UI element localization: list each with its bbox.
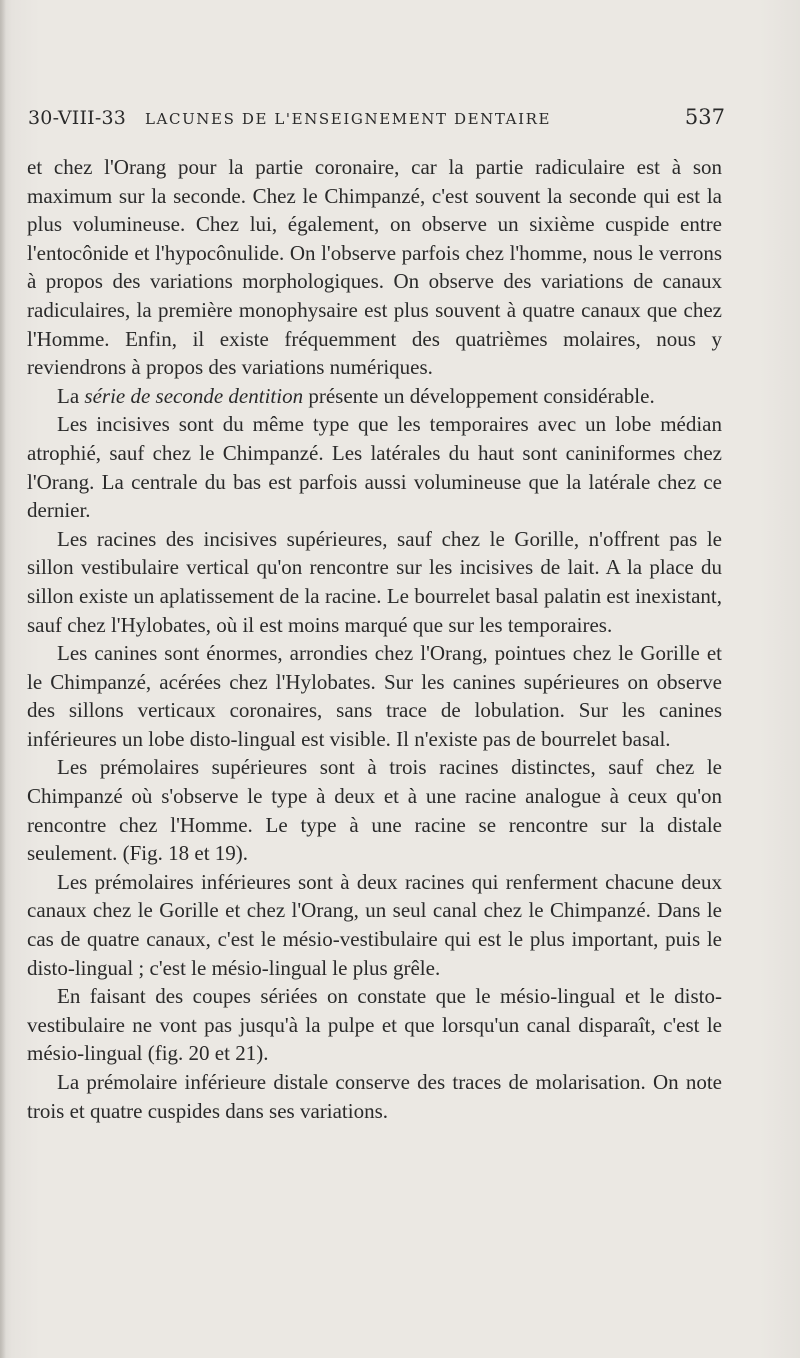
paragraph-lower-premolars: Les prémolaires inférieures sont à deux racines qui renferment chacune deux canaux chez le Gorille et chez l'Orang, un seul canal chez le Chimpanzé. Dans le cas de quatre canaux, c'est le mésio-vestibulaire qui est le plus important, puis le disto-lingual ; c'est le mésio-lingual le plus grêle.: [27, 869, 722, 980]
paragraph-upper-premolars: Les prémolaires supérieures sont à trois racines distinctes, sauf chez le Chimpanzé où s'observe le type à deux et à une racine analogue à ceux qu'on rencontre chez l'Homme. Le type à une racine se rencontre sur la distale seulement. (Fig. 18 et 19).: [27, 755, 722, 866]
page-number: 537: [684, 105, 725, 129]
paragraph-canines: Les canines sont énormes, arrondies chez l'Orang, pointues chez le Gorille et le Chimpanzé, acérées chez l'Hylobates. Sur les canines supérieures on observe des sillons verticaux coronaires, sans trace de lobulation. Sur les canines inférieures un lobe disto-lingual est visible. Il n'existe pas de bourrelet basal.: [27, 641, 722, 751]
paragraph-incisors: Les incisives sont du même type que les temporaires avec un lobe médian atrophié, sauf chez le Chimpanzé. Les latérales du haut sont caniniformes chez l'Orang. La centrale du bas est parfois aussi volumineuse que la latérale chez ce dernier.: [27, 412, 722, 523]
paragraph-molar-continuation: et chez l'Orang pour la partie coronaire, car la partie radiculaire est à son maximum sur la seconde. Chez le Chimpanzé, c'est souvent la seconde qui est la plus volumineuse. Chez lui, également, on observe un sixième cuspide entre l'entocônide et l'hypocônulide. On l'observe parfois chez l'homme, nous le verrons à propos des variations morphologiques. On observe des variations de canaux radiculaires, la première monophysaire est plus souvent à quatre canaux que chez l'Homme. Enfin, il existe fréquemment des quatrièmes molaires, nous y reviendrons à propos des variations numériques.: [27, 155, 722, 380]
running-header: [28, 103, 725, 133]
body-text: [27, 153, 722, 1125]
paragraph-second-dentition: [27, 382, 722, 411]
paragraph-intro: La: [57, 383, 85, 408]
paragraph-incisor-roots: Les racines des incisives supérieures, sauf chez le Gorille, n'offrent pas le sillon vestibulaire vertical qu'on rencontre sur les incisives de lait. A la place du sillon existe un aplatissement de la racine. Le bourrelet basal palatin est inexistant, sauf chez l'Hylobates, où il est moins marqué que sur les temporaires.: [27, 526, 722, 637]
header-date: 30-VIII-33: [28, 107, 127, 129]
paragraph-rest: présente un développement considérable.: [303, 383, 655, 408]
paragraph-distal-premolar: La prémolaire inférieure distale conserve des traces de molarisation. On note trois et quatre cuspides dans ses variations.: [27, 1070, 722, 1123]
emphasis-second-dentition: série de seconde dentition: [84, 383, 304, 408]
header-title: LACUNES DE L'ENSEIGNEMENT DENTAIRE: [145, 110, 552, 128]
paragraph-serial-sections: En faisant des coupes sériées on constate que le mésio-lingual et le disto-vestibulaire ne vont pas jusqu'à la pulpe et que lorsqu'un canal disparaît, c'est le mésio-lingual (fig. 20 et 21).: [27, 984, 722, 1066]
binding-shadow: [0, 0, 6, 1358]
